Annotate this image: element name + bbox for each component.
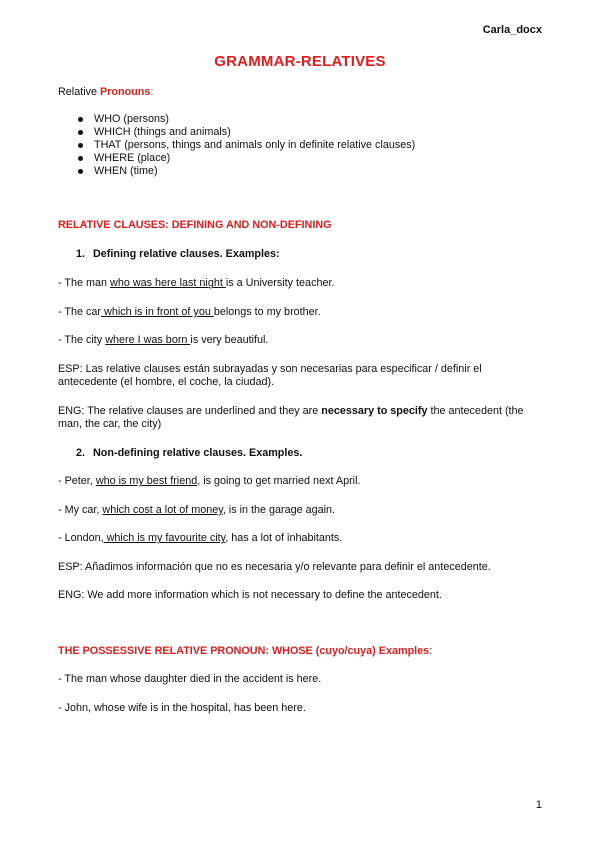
example-line bbox=[58, 334, 543, 348]
section-title-possessive bbox=[58, 645, 543, 659]
example-line: - The man whose daughter died in the accident is here. bbox=[58, 673, 322, 686]
document-body bbox=[58, 86, 543, 715]
example-pre: - The city bbox=[58, 334, 106, 347]
relative-clause: which is my favourite city bbox=[103, 532, 226, 545]
example-line bbox=[58, 475, 543, 489]
relative-clause: who was here last night bbox=[110, 277, 226, 290]
example-line: - John, whose wife is in the hospital, has been here. bbox=[58, 701, 306, 714]
section-title-colon: : bbox=[429, 644, 433, 657]
example-pre: - The man bbox=[58, 277, 111, 290]
eng-bold: necessary to specify bbox=[321, 404, 428, 417]
heading-text: Defining relative clauses. Examples: bbox=[93, 247, 280, 260]
heading-text: Non-defining relative clauses. Examples. bbox=[93, 446, 303, 459]
example-pre: - My car, bbox=[58, 503, 103, 516]
example-pre: - London, bbox=[58, 532, 104, 545]
list-item: WHO (persons) bbox=[94, 113, 543, 126]
defining-heading bbox=[58, 248, 543, 262]
example-line bbox=[58, 277, 543, 291]
pronoun-list bbox=[58, 113, 543, 179]
example-pre: - Peter, bbox=[58, 475, 96, 488]
eng-note: ENG: We add more information which is not necessary to define the antecedent. bbox=[58, 589, 442, 602]
example-post: , is going to get married next April. bbox=[197, 475, 361, 488]
example-post: , has a lot of inhabitants. bbox=[225, 532, 343, 545]
eng-post: the antecedent (the man, the car, the city) bbox=[58, 404, 524, 431]
list-item: WHEN (time) bbox=[94, 165, 543, 178]
intro-highlight: Pronouns bbox=[100, 86, 151, 98]
esp-note: ESP: Las relative clauses están subrayadas y son necesarias para especificar / definir el antecedente (el hombre, el coche, la ciudad). bbox=[58, 362, 482, 389]
intro-colon: : bbox=[150, 86, 154, 98]
relative-clause: where I was born bbox=[105, 334, 191, 347]
page-number: 1 bbox=[535, 799, 542, 811]
example-line bbox=[58, 306, 543, 320]
eng-note bbox=[58, 405, 543, 432]
example-post: is very beautiful. bbox=[190, 334, 269, 347]
nondefining-heading bbox=[58, 447, 543, 461]
example-post: belongs to my brother. bbox=[213, 305, 321, 318]
document-title: GRAMMAR-RELATIVES bbox=[214, 53, 386, 70]
example-pre: - The car bbox=[58, 305, 102, 318]
relative-clause: which is in front of you bbox=[101, 305, 214, 318]
header-filename: Carla_docx bbox=[482, 24, 542, 36]
relative-clause: who is my best friend bbox=[95, 475, 198, 488]
list-item: WHERE (place) bbox=[94, 152, 543, 165]
list-number: 2. bbox=[76, 446, 86, 459]
list-number: 1. bbox=[76, 247, 86, 260]
section-title-text: THE POSSESSIVE RELATIVE PRONOUN: WHOSE (cuyo/cuya) Examples bbox=[58, 644, 430, 657]
list-item: THAT (persons, things and animals only in definite relative clauses) bbox=[94, 139, 543, 152]
relative-clause: which cost a lot of money bbox=[102, 503, 223, 516]
example-post: is a University teacher. bbox=[225, 277, 335, 290]
esp-note: ESP: Añadimos información que no es necesaria y/o relevante para definir el antecedente. bbox=[58, 560, 491, 573]
eng-pre: ENG: The relative clauses are underlined and they are bbox=[58, 404, 322, 417]
intro-line bbox=[58, 86, 543, 100]
example-line bbox=[58, 504, 543, 518]
intro-label: Relative bbox=[58, 86, 101, 98]
example-line bbox=[58, 532, 543, 546]
section-title-relative-clauses: RELATIVE CLAUSES: DEFINING AND NON-DEFINING bbox=[58, 219, 332, 232]
list-item: WHICH (things and animals) bbox=[94, 126, 543, 139]
example-post: , is in the garage again. bbox=[222, 503, 336, 516]
